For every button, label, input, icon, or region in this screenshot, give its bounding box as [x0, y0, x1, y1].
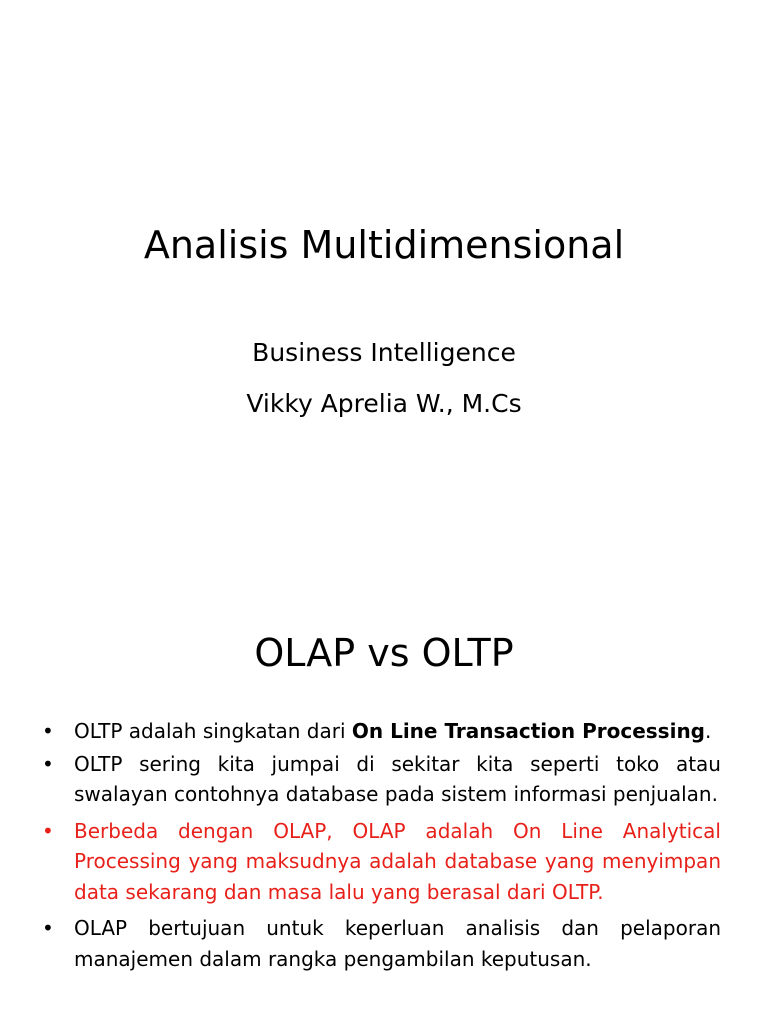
bullet-text: OLTP adalah singkatan dari [74, 719, 352, 743]
bullet-icon: • [42, 751, 54, 776]
author-name: Vikky Aprelia W., M.Cs [246, 389, 522, 418]
bullet-item-oltp-definition [42, 716, 721, 747]
bullet-item-olap-purpose [42, 913, 721, 974]
slide-heading: OLAP vs OLTP [254, 631, 514, 675]
bullet-icon: • [42, 818, 54, 843]
bullet-icon: • [42, 719, 54, 743]
bullet-item-olap-definition [42, 816, 721, 908]
bullet-item-oltp-example [42, 749, 721, 810]
bullet-list [42, 716, 721, 976]
bullet-suffix: . [705, 719, 712, 743]
bullet-text: Berbeda dengan OLAP, OLAP adalah On Line Analytical Processing yang maksudnya adalah database yang menyimpan data sekarang dan masa lalu yang berasal dari OLTP. [74, 818, 721, 904]
slide-olap-vs-oltp [0, 576, 768, 1024]
bullet-bold-term: On Line Transaction Processing [351, 719, 705, 743]
slide-title-heading: Analisis Multidimensional [143, 223, 625, 267]
bullet-icon: • [42, 916, 54, 940]
bullet-text: OLTP sering kita jumpai di sekitar kita seperti toko atau swalayan contohnya database pada sistem informasi penjualan. [74, 751, 721, 806]
course-name: Business Intelligence [252, 338, 516, 367]
bullet-text: OLAP bertujuan untuk keperluan analisis dan pelaporan manajemen dalam rangka pengambilan keputusan. [74, 916, 721, 971]
